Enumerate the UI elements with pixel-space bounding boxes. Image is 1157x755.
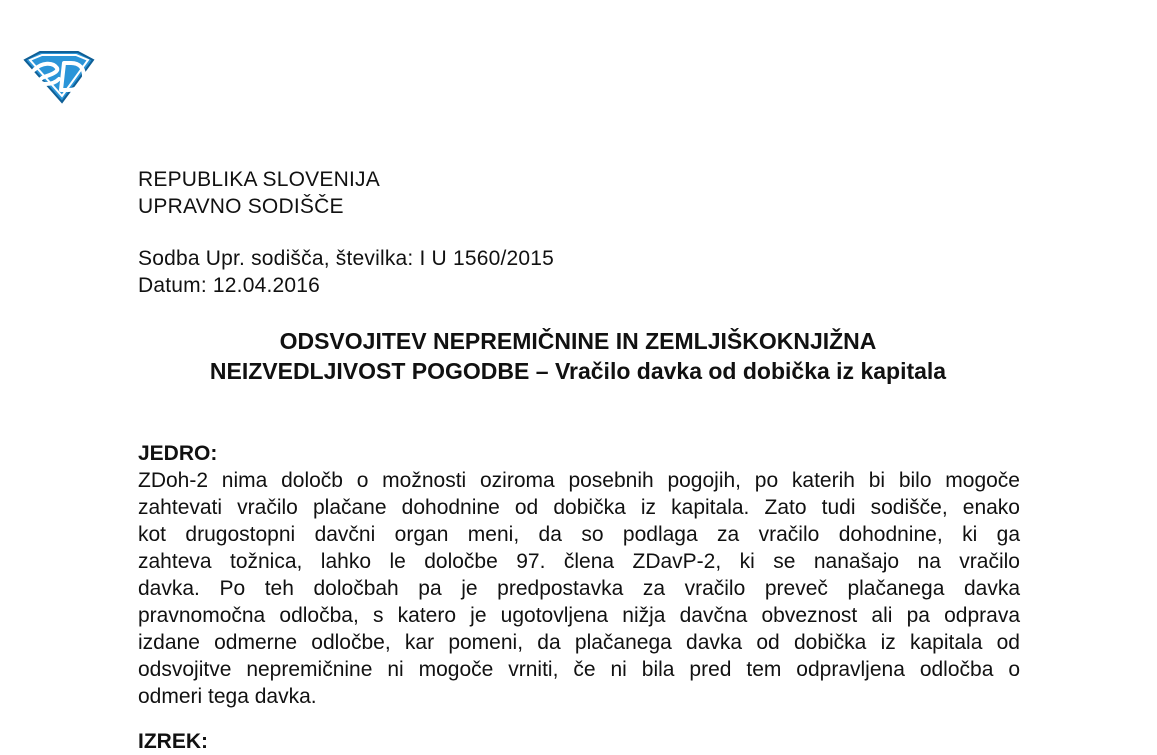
document-header — [138, 166, 380, 220]
case-meta — [138, 245, 554, 299]
body-line: odsvojitve nepremičnine ni mogoče vrniti, če ni bila pred tem odpravljena odločba o — [138, 658, 1020, 681]
body-line: davka. Po teh določbah pa je predpostavka za vračilo preveč plačanega davka — [138, 577, 1020, 600]
body-line: zahtevati vračilo plačane dohodnine od dobička iz kapitala. Zato tudi sodišče, enako — [138, 496, 1020, 519]
case-date: Datum: 12.04.2016 — [138, 274, 321, 297]
court-logo-icon — [22, 48, 96, 104]
country-name: REPUBLIKA SLOVENIJA — [138, 168, 380, 191]
body-line: ZDoh-2 nima določb o možnosti oziroma posebnih pogojih, po katerih bi bilo mogoče — [138, 469, 1020, 492]
body-line: odmeri tega davka. — [138, 685, 317, 708]
body-line: zahteva tožnica, lahko le določbe 97. člena ZDavP-2, ki se nanašajo na vračilo — [138, 550, 1020, 573]
court-name: UPRAVNO SODIŠČE — [138, 195, 344, 218]
title-line-2: NEIZVEDLJIVOST POGODBE – Vračilo davka od dobička iz kapitala — [209, 358, 947, 384]
judgment-title — [138, 326, 1018, 386]
section-label-izrek: IZREK: — [138, 730, 208, 753]
case-number: Sodba Upr. sodišča, številka: I U 1560/2015 — [138, 247, 555, 270]
title-line-1: ODSVOJITEV NEPREMIČNINE IN ZEMLJIŠKOKNJIŽNA — [279, 328, 877, 354]
section-body — [138, 467, 1020, 710]
body-line: izdane odmerne odločbe, kar pomeni, da plačanega davka od dobička iz kapitala od — [138, 631, 1020, 654]
section-label-jedro: JEDRO: — [138, 442, 218, 465]
body-line: kot drugostopni davčni organ meni, da so podlaga za vračilo dohodnine, ki ga — [138, 523, 1020, 546]
body-line: pravnomočna odločba, s katero je ugotovljena nižja davčna obveznost ali pa odprava — [138, 604, 1020, 627]
